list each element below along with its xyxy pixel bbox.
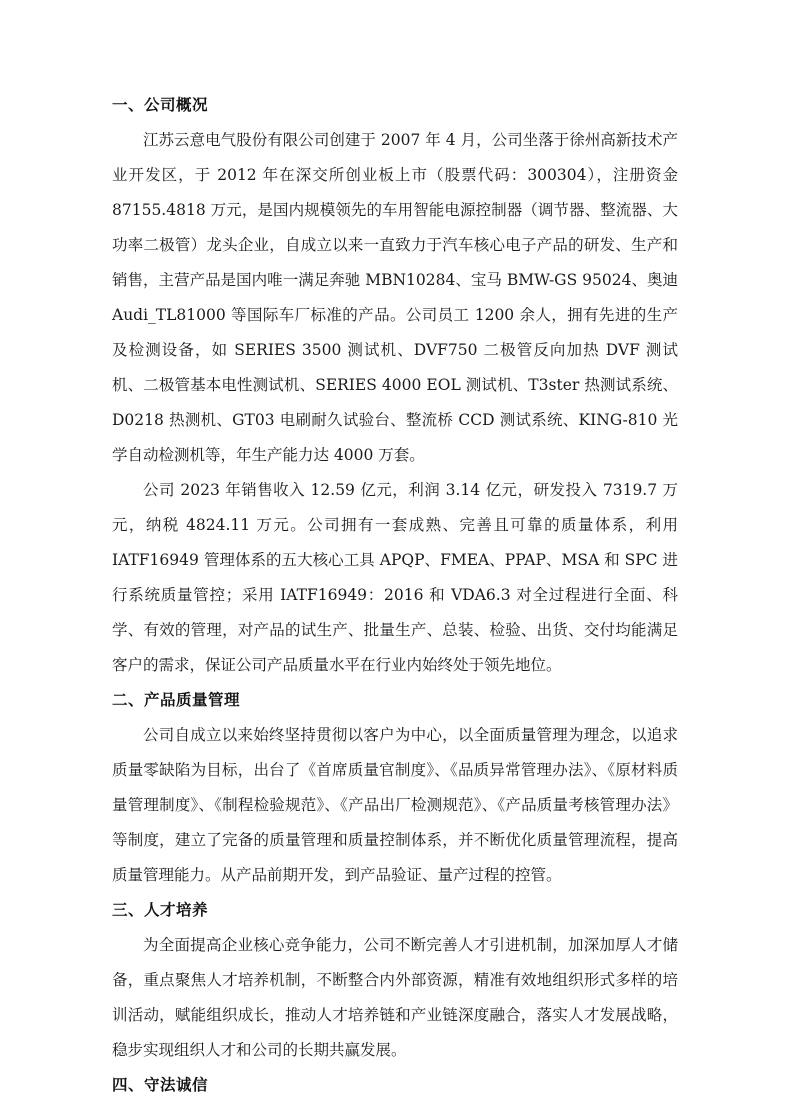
section-1-paragraph-1: 江苏云意电气股份有限公司创建于 2007 年 4 月，公司坐落于徐州高新技术产业开发区，于 2012 年在深交所创业板上市（股票代码：300304），注册资金 87155.4818 万元，是国内规模领先的车用智能电源控制器（调节器、整流器、大功率二极管）龙头企业，自成立以来一直致力于汽车核心电子产品的研发、生产和销售，主营产品是国内唯一满足奔驰 MBN10284、宝马 BMW-GS 95024、奥迪 Audi_TL81000 等国际车厂标准的产品。公司员工 1200 余人，拥有先进的生产及检测设备，如 SERIES 3500 测试机、DVF750 二极管反向加热 DVF 测试机、二极管基本电性测试机、SERIES 4000 EOL 测试机、T3ster 热测试系统、D0218 热测机、GT03 电刷耐久试验台、整流桥 CCD 测试系统、KING-810 光学自动检测机等，年生产能力达 4000 万套。 xyxy=(112,131,678,464)
document-body xyxy=(112,88,678,1103)
section-heading-2: 二、产品质量管理 xyxy=(112,691,241,709)
section-heading-3: 三、人才培养 xyxy=(112,901,209,919)
section-heading-4: 四、守法诚信 xyxy=(112,1076,209,1094)
section-1-paragraph-2: 公司 2023 年销售收入 12.59 亿元，利润 3.14 亿元，研发投入 7319.7 万元，纳税 4824.11 万元。公司拥有一套成熟、完善且可靠的质量体系，利用 IATF16949 管理体系的五大核心工具 APQP、FMEA、PPAP、MSA 和 SPC 进行系统质量管控；采用 IATF16949：2016 和 VDA6.3 对全过程进行全面、科学、有效的管理，对产品的试生产、批量生产、总装、检验、出货、交付均能满足客户的需求，保证公司产品质量水平在行业内始终处于领先地位。 xyxy=(112,481,678,674)
section-heading-1: 一、公司概况 xyxy=(112,96,209,114)
section-2-paragraph-1: 公司自成立以来始终坚持贯彻以客户为中心，以全面质量管理为理念，以追求质量零缺陷为目标，出台了《首席质量官制度》、《品质异常管理办法》、《原材料质量管理制度》、《制程检验规范》、《产品出厂检测规范》、《产品质量考核管理办法》等制度，建立了完备的质量管理和质量控制体系，并不断优化质量管理流程，提高质量管理能力。从产品前期开发，到产品验证、量产过程的控管。 xyxy=(112,726,678,884)
section-3-paragraph-1: 为全面提高企业核心竞争能力，公司不断完善人才引进机制，加深加厚人才储备，重点聚焦人才培养机制，不断整合内外部资源，精准有效地组织形式多样的培训活动，赋能组织成长，推动人才培养链和产业链深度融合，落实人才发展战略，稳步实现组织人才和公司的长期共赢发展。 xyxy=(112,936,678,1059)
